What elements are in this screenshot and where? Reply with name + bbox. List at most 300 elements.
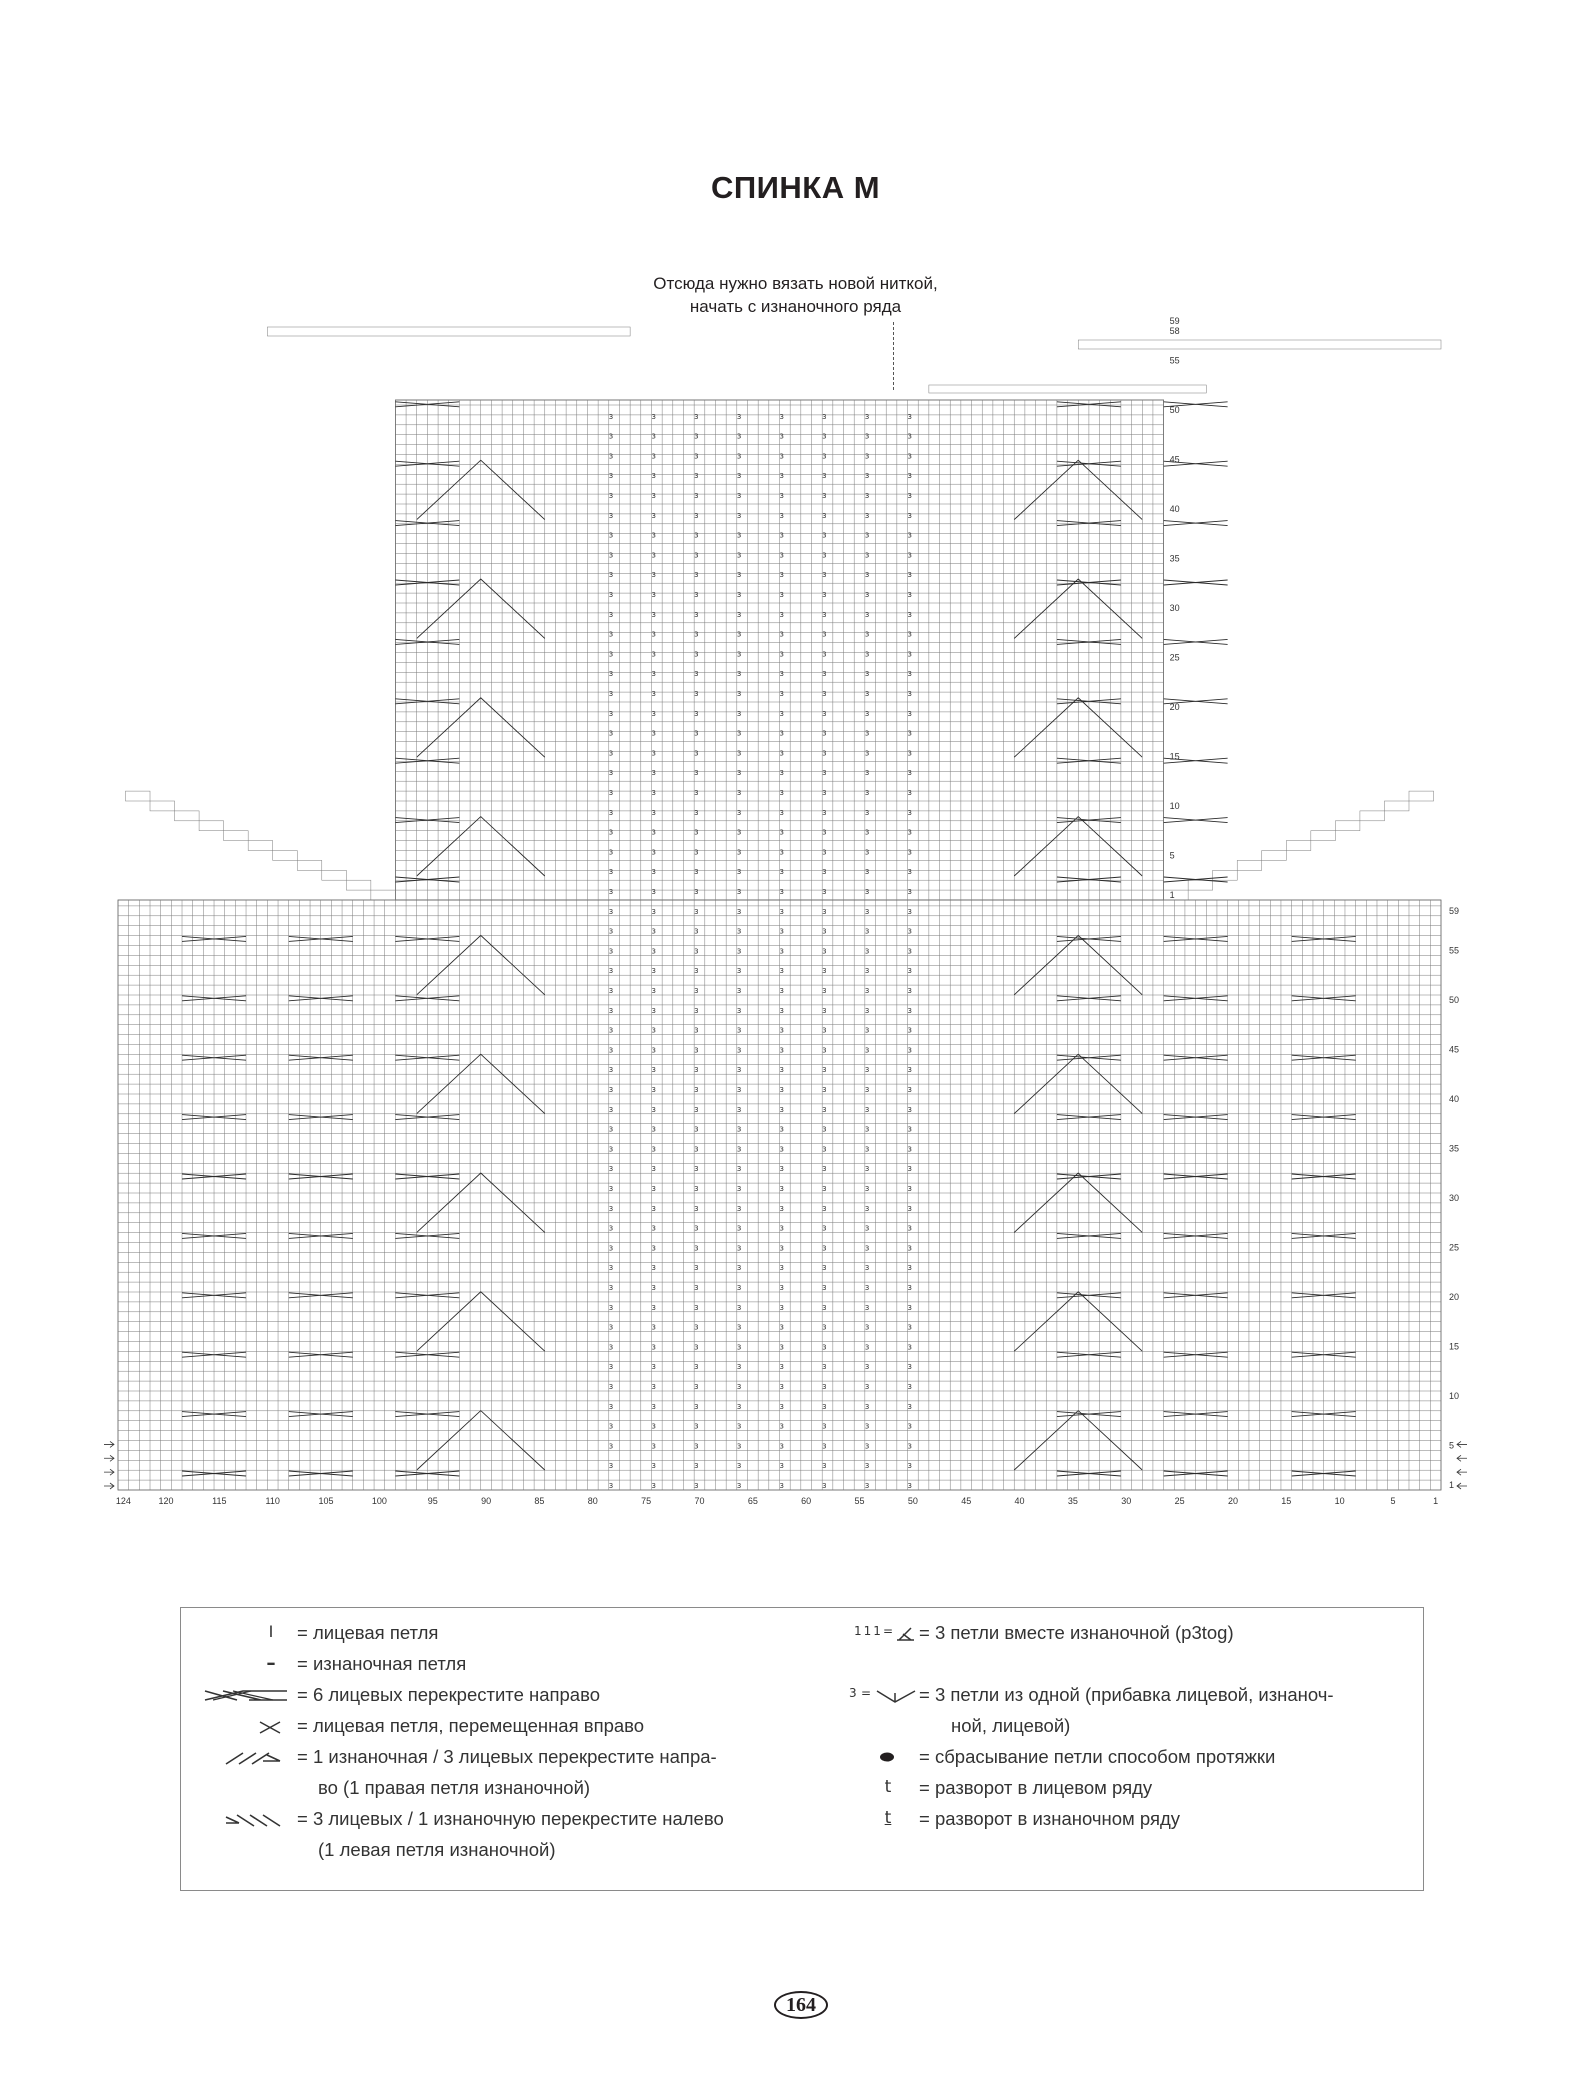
armhole-row-label: 40 xyxy=(1169,503,1180,514)
legend-text: = лицевая петля, перемещенная вправо xyxy=(297,1715,645,1736)
svg-text:3: 3 xyxy=(651,868,656,877)
svg-text:3: 3 xyxy=(907,1264,913,1273)
svg-text:3: 3 xyxy=(864,1264,870,1273)
svg-text:3: 3 xyxy=(779,1185,784,1193)
svg-text:3: 3 xyxy=(651,927,656,936)
legend-text: во (1 правая петля изнаночной) xyxy=(318,1777,591,1798)
svg-text:3: 3 xyxy=(864,1145,870,1154)
svg-text:3: 3 xyxy=(694,729,699,738)
svg-text:3: 3 xyxy=(822,1343,827,1352)
svg-text:3: 3 xyxy=(736,1006,742,1015)
cable-cross xyxy=(1164,818,1228,823)
svg-text:3: 3 xyxy=(779,1323,784,1332)
purl-symbol-icon: – xyxy=(266,1653,276,1674)
svg-text:3: 3 xyxy=(779,571,784,580)
column-label: 5 xyxy=(1390,1496,1396,1506)
svg-text:3: 3 xyxy=(651,947,656,956)
svg-text:3: 3 xyxy=(822,1105,827,1114)
svg-text:3: 3 xyxy=(907,531,913,540)
svg-text:3: 3 xyxy=(694,630,699,639)
svg-text:3: 3 xyxy=(651,1462,656,1471)
svg-text:3: 3 xyxy=(736,1482,742,1490)
column-label: 10 xyxy=(1334,1496,1345,1506)
step-right xyxy=(1188,880,1213,890)
armhole-row-label: 5 xyxy=(1169,850,1175,861)
armhole-row-label: 35 xyxy=(1169,553,1180,564)
svg-text:3: 3 xyxy=(779,650,784,659)
svg-text:3: 3 xyxy=(779,709,784,718)
svg-text:3: 3 xyxy=(736,591,742,599)
svg-text:3: 3 xyxy=(736,907,742,916)
svg-text:3: 3 xyxy=(651,709,656,718)
armhole-row-label: 30 xyxy=(1169,602,1180,613)
svg-text:3: 3 xyxy=(907,650,913,659)
svg-text:3: 3 xyxy=(651,630,656,639)
svg-text:3: 3 xyxy=(651,412,656,421)
svg-text:3: 3 xyxy=(864,571,870,580)
svg-text:3: 3 xyxy=(736,1185,742,1193)
shoulder-right-top xyxy=(1078,340,1441,349)
slipped-right-icon xyxy=(257,1718,283,1736)
svg-text:3: 3 xyxy=(907,1363,913,1372)
svg-text:3: 3 xyxy=(694,1224,699,1233)
svg-text:3: 3 xyxy=(736,1026,742,1035)
svg-text:3: 3 xyxy=(736,808,742,817)
step-right xyxy=(1335,821,1360,831)
knit-symbol-icon: I xyxy=(268,1622,274,1641)
svg-text:3: 3 xyxy=(694,1264,699,1273)
svg-text:3: 3 xyxy=(736,1066,742,1075)
svg-text:3: 3 xyxy=(651,1363,656,1372)
svg-text:3: 3 xyxy=(822,432,827,441)
svg-text:3: 3 xyxy=(822,888,827,896)
svg-text:3: 3 xyxy=(907,927,913,936)
svg-text:3: 3 xyxy=(822,452,827,461)
svg-text:3: 3 xyxy=(822,1066,827,1075)
svg-text:3: 3 xyxy=(736,709,742,718)
svg-text:3: 3 xyxy=(736,868,742,877)
svg-text:3: 3 xyxy=(907,769,913,778)
svg-text:3: 3 xyxy=(608,1343,614,1352)
svg-text:3: 3 xyxy=(694,1125,699,1134)
svg-text:3: 3 xyxy=(822,1383,827,1391)
svg-text:3: 3 xyxy=(694,1086,699,1094)
svg-text:3: 3 xyxy=(822,1086,827,1094)
svg-text:3: 3 xyxy=(694,1165,699,1174)
svg-text:3: 3 xyxy=(651,650,656,659)
cable-6-right-icon xyxy=(203,1688,289,1704)
svg-text:3: 3 xyxy=(608,987,614,995)
svg-text:3: 3 xyxy=(779,1343,784,1352)
svg-text:3: 3 xyxy=(864,531,870,540)
svg-text:3: 3 xyxy=(864,1422,870,1431)
svg-text:3: 3 xyxy=(651,1026,656,1035)
svg-text:3: 3 xyxy=(779,729,784,738)
svg-text:3: 3 xyxy=(822,907,827,916)
svg-text:3: 3 xyxy=(907,412,913,421)
svg-text:3: 3 xyxy=(864,1026,870,1035)
cable-cross xyxy=(1164,877,1228,882)
svg-text:3: 3 xyxy=(736,412,742,421)
svg-text:3: 3 xyxy=(907,1323,913,1332)
cable-cross xyxy=(1164,521,1228,526)
legend-text: = 1 изнаночная / 3 лицевых перекрестите напра- xyxy=(297,1746,717,1767)
svg-text:3: 3 xyxy=(608,650,614,659)
svg-text:3: 3 xyxy=(608,1244,614,1253)
slip-decrease-icon xyxy=(879,1751,895,1763)
step-right xyxy=(1409,791,1434,801)
column-label: 85 xyxy=(534,1496,545,1506)
column-label: 124 xyxy=(115,1496,131,1506)
svg-text:3: 3 xyxy=(822,828,827,837)
svg-text:3: 3 xyxy=(608,1402,614,1411)
svg-text:3: 3 xyxy=(736,1224,742,1233)
svg-text:3: 3 xyxy=(822,709,827,718)
svg-text:3: 3 xyxy=(779,670,784,679)
svg-text:3: 3 xyxy=(907,1066,913,1075)
body-row-label: 59 xyxy=(1449,905,1460,916)
svg-text:3: 3 xyxy=(864,888,870,896)
column-label: 1 xyxy=(1433,1496,1439,1506)
turn-purl-icon: t xyxy=(884,1808,892,1828)
column-label: 80 xyxy=(587,1496,598,1506)
svg-text:3: 3 xyxy=(651,492,656,500)
svg-text:3: 3 xyxy=(736,769,742,778)
svg-text:3: 3 xyxy=(907,789,913,797)
svg-text:3: 3 xyxy=(608,828,614,837)
page-number: 164 xyxy=(774,1991,828,2019)
svg-text:3: 3 xyxy=(694,591,699,599)
svg-text:3: 3 xyxy=(779,947,784,956)
legend-text: = лицевая петля xyxy=(297,1622,439,1643)
svg-text:3: 3 xyxy=(608,531,614,540)
svg-text:3: 3 xyxy=(907,610,913,619)
svg-text:3: 3 xyxy=(694,769,699,778)
svg-text:3: 3 xyxy=(651,848,656,857)
svg-text:3: 3 xyxy=(822,729,827,738)
step-right xyxy=(1262,851,1287,861)
svg-text:3: 3 xyxy=(608,1066,614,1075)
svg-text:3: 3 xyxy=(822,1244,827,1253)
svg-text:3: 3 xyxy=(694,511,699,520)
svg-text:3: 3 xyxy=(779,1383,784,1391)
svg-text:3: 3 xyxy=(779,1482,784,1490)
svg-text:3: 3 xyxy=(907,828,913,837)
body-row-label: 15 xyxy=(1449,1341,1460,1352)
chart-note-line1: Отсюда нужно вязать новой ниткой, xyxy=(653,274,938,293)
column-labels xyxy=(116,1496,1438,1506)
turn-knit-icon: t xyxy=(884,1777,892,1797)
svg-text:3: 3 xyxy=(694,987,699,995)
step-left xyxy=(273,851,298,861)
svg-text:3: 3 xyxy=(736,472,742,481)
svg-text:3: 3 xyxy=(864,927,870,936)
svg-text:3: 3 xyxy=(864,1402,870,1411)
svg-text:3: 3 xyxy=(907,967,913,976)
step-left xyxy=(371,890,396,900)
svg-text:3: 3 xyxy=(779,769,784,778)
svg-text:3: 3 xyxy=(779,828,784,837)
arrow-icon xyxy=(1457,1469,1467,1475)
svg-text:3: 3 xyxy=(694,1066,699,1075)
svg-text:3: 3 xyxy=(864,1105,870,1114)
svg-text:3: 3 xyxy=(651,789,656,797)
svg-text:3: 3 xyxy=(608,1303,614,1312)
legend-text: = сбрасывание петли способом протяжки xyxy=(919,1746,1276,1767)
svg-text:3: 3 xyxy=(864,769,870,778)
svg-text:3: 3 xyxy=(651,1482,656,1490)
body-row-label: 55 xyxy=(1449,945,1460,956)
svg-text:3: 3 xyxy=(864,1185,870,1193)
svg-text:3: 3 xyxy=(864,1244,870,1253)
svg-text:3: 3 xyxy=(736,511,742,520)
svg-text:3: 3 xyxy=(694,868,699,877)
svg-text:3: 3 xyxy=(736,571,742,580)
svg-text:3: 3 xyxy=(651,1046,656,1055)
svg-text:3: 3 xyxy=(651,1343,656,1352)
svg-text:3: 3 xyxy=(864,1343,870,1352)
svg-text:3: 3 xyxy=(822,1046,827,1055)
svg-text:3: 3 xyxy=(907,1442,913,1451)
svg-text:3: 3 xyxy=(822,1125,827,1134)
svg-text:3: 3 xyxy=(651,749,656,758)
svg-text:3: 3 xyxy=(608,947,614,956)
svg-text:3: 3 xyxy=(694,1204,699,1213)
armhole-row-label: 45 xyxy=(1169,454,1180,465)
armhole-row-label: 59 xyxy=(1169,315,1180,326)
svg-text:3: 3 xyxy=(907,709,913,718)
svg-text:3: 3 xyxy=(694,709,699,718)
cross-right-purl-icon xyxy=(223,1749,283,1767)
svg-text:3: 3 xyxy=(736,1244,742,1253)
legend-text: = разворот в изнаночном ряду xyxy=(919,1808,1181,1829)
svg-text:3: 3 xyxy=(608,1323,614,1332)
svg-text:3: 3 xyxy=(651,531,656,540)
svg-text:3: 3 xyxy=(736,1462,742,1471)
svg-text:3: 3 xyxy=(608,1185,614,1193)
svg-text:3: 3 xyxy=(694,1383,699,1391)
svg-text:3: 3 xyxy=(736,1264,742,1273)
svg-text:3: 3 xyxy=(694,1105,699,1114)
svg-text:3: 3 xyxy=(694,927,699,936)
svg-text:3: 3 xyxy=(907,571,913,580)
svg-text:3: 3 xyxy=(694,1026,699,1035)
svg-text:3: 3 xyxy=(608,591,614,599)
svg-text:3: 3 xyxy=(736,610,742,619)
svg-text:3: 3 xyxy=(864,591,870,599)
step-left xyxy=(199,821,224,831)
svg-text:3: 3 xyxy=(779,610,784,619)
svg-text:3: 3 xyxy=(608,492,614,500)
svg-text:3: 3 xyxy=(694,1185,699,1193)
svg-text:3: 3 xyxy=(907,1204,913,1213)
svg-text:3: 3 xyxy=(736,1086,742,1094)
svg-text:3: 3 xyxy=(864,729,870,738)
svg-text:3: 3 xyxy=(864,1204,870,1213)
svg-text:3: 3 xyxy=(608,888,614,896)
svg-text:3: 3 xyxy=(736,888,742,896)
svg-text:3: 3 xyxy=(608,610,614,619)
svg-text:3: 3 xyxy=(779,1284,784,1292)
svg-text:3: 3 xyxy=(907,1383,913,1391)
svg-text:3: 3 xyxy=(694,749,699,758)
svg-text:3: 3 xyxy=(608,1284,614,1292)
svg-text:3: 3 xyxy=(907,1125,913,1134)
increase-3-symbol-icon: 3 xyxy=(849,1686,857,1700)
svg-text:3: 3 xyxy=(822,591,827,599)
svg-text:3: 3 xyxy=(822,1006,827,1015)
svg-text:3: 3 xyxy=(864,1303,870,1312)
center-panel xyxy=(609,413,912,1490)
svg-text:3: 3 xyxy=(907,511,913,520)
svg-text:3: 3 xyxy=(608,571,614,580)
svg-text:3: 3 xyxy=(694,610,699,619)
svg-text:3: 3 xyxy=(608,1363,614,1372)
svg-text:3: 3 xyxy=(779,1204,784,1213)
step-right xyxy=(1164,890,1189,900)
svg-text:3: 3 xyxy=(736,1204,742,1213)
svg-text:3: 3 xyxy=(907,729,913,738)
body-row-label: 45 xyxy=(1449,1044,1460,1055)
body-row-label: 5 xyxy=(1449,1440,1455,1451)
svg-text:3: 3 xyxy=(822,1323,827,1332)
svg-text:3: 3 xyxy=(736,670,742,679)
svg-text:3: 3 xyxy=(779,1105,784,1114)
svg-text:3: 3 xyxy=(907,1026,913,1035)
step-left xyxy=(125,791,150,801)
svg-text:3: 3 xyxy=(907,1244,913,1253)
svg-text:3: 3 xyxy=(651,1066,656,1075)
svg-text:3: 3 xyxy=(736,432,742,441)
p3tog-icon xyxy=(895,1625,917,1643)
svg-text:3: 3 xyxy=(864,690,870,698)
svg-text:3: 3 xyxy=(608,848,614,857)
svg-text:3: 3 xyxy=(694,828,699,837)
svg-text:3: 3 xyxy=(822,1026,827,1035)
svg-text:3: 3 xyxy=(736,947,742,956)
increase-3-icon xyxy=(875,1687,917,1705)
svg-text:3: 3 xyxy=(608,927,614,936)
svg-text:3: 3 xyxy=(736,848,742,857)
svg-text:3: 3 xyxy=(822,690,827,698)
svg-text:3: 3 xyxy=(864,947,870,956)
svg-text:3: 3 xyxy=(822,670,827,679)
svg-text:3: 3 xyxy=(864,749,870,758)
svg-text:3: 3 xyxy=(822,531,827,540)
svg-text:3: 3 xyxy=(779,511,784,520)
svg-text:3: 3 xyxy=(651,571,656,580)
svg-text:3: 3 xyxy=(651,690,656,698)
svg-text:3: 3 xyxy=(694,531,699,540)
svg-text:3: 3 xyxy=(907,670,913,679)
svg-text:3: 3 xyxy=(864,1224,870,1233)
svg-text:3: 3 xyxy=(779,1303,784,1312)
body-row-label: 20 xyxy=(1449,1291,1460,1302)
svg-text:3: 3 xyxy=(651,1442,656,1451)
armhole-row-label: 1 xyxy=(1169,890,1175,901)
svg-text:3: 3 xyxy=(779,1462,784,1471)
step-left xyxy=(175,811,200,821)
svg-text:3: 3 xyxy=(822,630,827,639)
svg-text:3: 3 xyxy=(608,868,614,877)
svg-text:3: 3 xyxy=(822,1204,827,1213)
column-label: 95 xyxy=(427,1496,438,1506)
svg-text:3: 3 xyxy=(822,551,827,560)
svg-text:3: 3 xyxy=(864,967,870,976)
svg-text:3: 3 xyxy=(694,650,699,659)
svg-text:3: 3 xyxy=(864,511,870,520)
column-label: 120 xyxy=(158,1496,174,1506)
arrow-icon xyxy=(104,1483,114,1489)
armhole-row-label: 20 xyxy=(1169,701,1180,712)
svg-text:3: 3 xyxy=(779,1086,784,1094)
svg-text:3: 3 xyxy=(608,1006,614,1015)
svg-text:3: 3 xyxy=(694,1402,699,1411)
svg-text:3: 3 xyxy=(651,1323,656,1332)
svg-text:3: 3 xyxy=(864,828,870,837)
column-label: 45 xyxy=(961,1496,972,1506)
svg-text:3: 3 xyxy=(907,690,913,698)
arrow-icon xyxy=(1457,1441,1467,1447)
svg-text:3: 3 xyxy=(779,1422,784,1431)
armhole-row-label: 25 xyxy=(1169,652,1180,663)
svg-text:3: 3 xyxy=(694,412,699,421)
svg-text:3: 3 xyxy=(907,848,913,857)
svg-text:3: 3 xyxy=(651,729,656,738)
svg-text:3: 3 xyxy=(779,1006,784,1015)
svg-text:3: 3 xyxy=(779,1442,784,1451)
svg-text:3: 3 xyxy=(694,1284,699,1292)
legend-box xyxy=(180,1607,1424,1891)
svg-text:3: 3 xyxy=(779,591,784,599)
svg-text:3: 3 xyxy=(907,1462,913,1471)
svg-text:3: 3 xyxy=(694,1303,699,1312)
svg-text:3: 3 xyxy=(779,907,784,916)
column-label: 15 xyxy=(1281,1496,1292,1506)
svg-text:3: 3 xyxy=(694,1046,699,1055)
step-left xyxy=(150,801,175,811)
svg-text:3: 3 xyxy=(608,709,614,718)
svg-text:3: 3 xyxy=(907,808,913,817)
svg-text:3: 3 xyxy=(608,1046,614,1055)
svg-text:3: 3 xyxy=(779,967,784,976)
svg-text:3: 3 xyxy=(907,591,913,599)
legend-text: = изнаночная петля xyxy=(297,1653,467,1674)
svg-text:3: 3 xyxy=(694,670,699,679)
column-label: 55 xyxy=(854,1496,865,1506)
svg-text:3: 3 xyxy=(694,1363,699,1372)
svg-text:3: 3 xyxy=(736,1125,742,1134)
step-left xyxy=(322,870,347,880)
arrow-icon xyxy=(104,1441,114,1447)
svg-text:3: 3 xyxy=(779,808,784,817)
svg-text:3: 3 xyxy=(864,492,870,500)
svg-text:3: 3 xyxy=(907,1482,913,1490)
svg-text:3: 3 xyxy=(779,630,784,639)
arrow-icon xyxy=(1457,1483,1467,1489)
svg-text:3: 3 xyxy=(907,888,913,896)
svg-text:3: 3 xyxy=(651,1383,656,1391)
svg-text:3: 3 xyxy=(651,610,656,619)
svg-text:3: 3 xyxy=(779,1363,784,1372)
svg-text:3: 3 xyxy=(651,472,656,481)
svg-text:3: 3 xyxy=(651,432,656,441)
svg-text:3: 3 xyxy=(736,1442,742,1451)
svg-text:3: 3 xyxy=(694,1145,699,1154)
svg-text:3: 3 xyxy=(822,1284,827,1292)
svg-text:3: 3 xyxy=(907,452,913,461)
svg-text:3: 3 xyxy=(651,1185,656,1193)
